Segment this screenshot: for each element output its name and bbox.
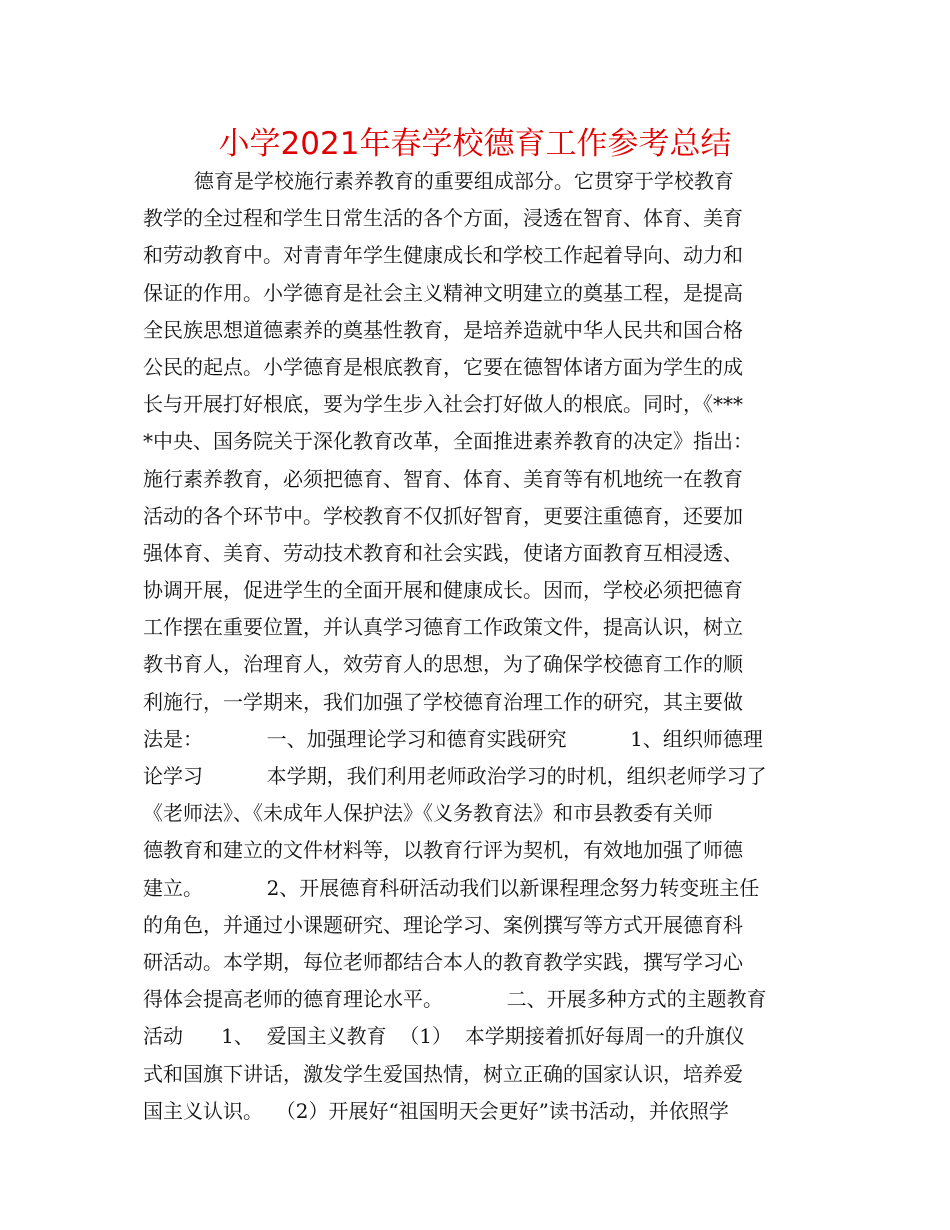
body-line: *中央、国务院关于深化教育改革，全面推进素养教育的决定》指出： bbox=[143, 429, 753, 454]
body-line: 保证的作用。小学德育是社会主义精神文明建立的奠基工程，是提高 bbox=[143, 280, 743, 305]
body-line: 教书育人，治理育人，效劳育人的思想，为了确保学校德育工作的顺 bbox=[143, 652, 743, 677]
body-line: 协调开展，促进学生的全面开展和健康成长。因而，学校必须把德育 bbox=[143, 578, 743, 603]
body-line: 工作摆在重要位置，并认真学习德育工作政策文件，提高认识，树立 bbox=[143, 615, 743, 640]
body-line: 得体会提高老师的德育理论水平。 二、开展多种方式的主题教育 bbox=[143, 987, 767, 1012]
body-line: 活动的各个环节中。学校教育不仅抓好智育，更要注重德育，还要加 bbox=[143, 503, 743, 528]
body-line: 研活动。本学期，每位老师都结合本人的教育教学实践，撰写学习心 bbox=[143, 949, 743, 974]
body-line: 全民族思想道德素养的奠基性教育，是培养造就中华人民共和国合格 bbox=[143, 317, 743, 342]
body-line: 建立。 2、开展德育科研活动我们以新课程理念努力转变班主任 bbox=[143, 875, 760, 900]
body-line: 法是： 一、加强理论学习和德育实践研究 1、组织师德理 bbox=[143, 726, 763, 751]
body-line: 活动 1、 爱国主义教育 （1） 本学期接着抓好每周一的升旗仪 bbox=[143, 1024, 745, 1049]
body-line: 德教育和建立的文件材料等，以教育行评为契机，有效地加强了师德 bbox=[143, 838, 743, 863]
body-line: 教学的全过程和学生日常生活的各个方面，浸透在智育、体育、美育 bbox=[143, 206, 743, 231]
body-line: 论学习 本学期，我们利用老师政治学习的时机，组织老师学习了 bbox=[143, 764, 767, 788]
document-title: 小学2021年春学校德育工作参考总结 bbox=[218, 126, 732, 162]
body-line: 国主义认识。 （2）开展好“祖国明天会更好”读书活动，并依照学 bbox=[143, 1098, 729, 1123]
document-body bbox=[143, 163, 823, 1130]
body-line: 强体育、美育、劳动技术教育和社会实践，使诸方面教育互相浸透、 bbox=[143, 540, 743, 565]
body-line: 利施行，一学期来，我们加强了学校德育治理工作的研究，其主要做 bbox=[143, 689, 743, 714]
body-line: 长与开展打好根底，要为学生步入社会打好做人的根底。同时，《*** bbox=[143, 392, 743, 417]
body-line: 式和国旗下讲话，激发学生爱国热情，树立正确的国家认识，培养爱 bbox=[143, 1061, 743, 1086]
body-line: 公民的起点。小学德育是根底教育，它要在德智体诸方面为学生的成 bbox=[143, 354, 743, 379]
body-line: 德育是学校施行素养教育的重要组成部分。它贯穿于学校教育 bbox=[143, 169, 734, 193]
body-line: 的角色，并通过小课题研究、理论学习、案例撰写等方式开展德育科 bbox=[143, 912, 743, 937]
body-line: 和劳动教育中。对青青年学生健康成长和学校工作起着导向、动力和 bbox=[143, 243, 743, 268]
body-line: 《老师法》、《未成年人保护法》《义务教育法》和市县教委有关师 bbox=[143, 801, 713, 826]
body-line: 施行素养教育，必须把德育、智育、体育、美育等有机地统一在教育 bbox=[143, 466, 743, 491]
